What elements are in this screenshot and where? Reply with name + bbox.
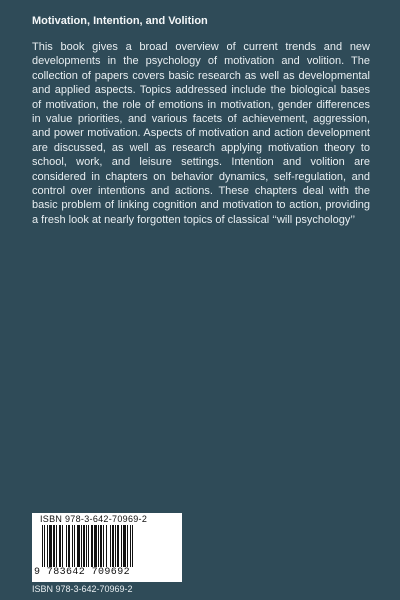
barcode-bar bbox=[77, 525, 80, 567]
barcode-digits: 9 783642 709692 bbox=[34, 567, 131, 578]
barcode-bar bbox=[98, 525, 99, 567]
barcode-bar bbox=[117, 525, 119, 567]
barcode-bar bbox=[68, 525, 70, 567]
barcode-bar bbox=[91, 525, 93, 567]
barcode-bar bbox=[86, 525, 87, 567]
barcode-bar bbox=[74, 525, 75, 567]
barcode-bar bbox=[127, 525, 128, 567]
barcode-bar bbox=[72, 525, 73, 567]
barcode-bar bbox=[53, 525, 55, 567]
barcode-bar bbox=[112, 525, 114, 567]
barcode-bar bbox=[42, 525, 43, 567]
barcode-bar bbox=[94, 525, 97, 567]
barcode-bar bbox=[44, 525, 45, 567]
barcode-bar bbox=[88, 525, 89, 567]
barcode-bar bbox=[132, 525, 133, 567]
isbn-label-top: ISBN 978-3-642-70969-2 bbox=[40, 514, 148, 524]
barcode-bar bbox=[115, 525, 116, 567]
isbn-label-bottom: ISBN 978-3-642-70969-2 bbox=[32, 584, 133, 594]
barcode-bar bbox=[62, 525, 63, 567]
barcode-bar bbox=[130, 525, 131, 567]
barcode-bar bbox=[47, 525, 48, 567]
barcode-bar bbox=[59, 525, 61, 567]
book-description: This book gives a broad overview of current trends and new developments in the psychology of motivation and volition. The collection of papers covers basic research as well as developmental and applied aspects. Topics addressed include the biological bases of motivation, the role of emotions in motivation, gender differences in value priorities, and various facets of achievement, aggression, and power motivation. Aspects of motivation and action development are discussed, as well as research applying motivation theory to school, work, and leisure settings. Intention and volition are considered in chapters on behavior dynamics, self-regulation, and control over intentions and actions. These chapters deal with the basic problem of linking cognition and motivation to action, providing a fresh look at nearly forgotten topics of classical ‘‘will psychology’’ bbox=[32, 41, 370, 226]
barcode-bar bbox=[121, 525, 122, 567]
barcode-bar bbox=[66, 525, 67, 567]
barcode-graphic bbox=[42, 525, 174, 567]
barcode-bar bbox=[110, 525, 111, 567]
barcode-bar bbox=[49, 525, 52, 567]
barcode-bar bbox=[81, 525, 82, 567]
barcode-panel bbox=[32, 513, 182, 582]
barcode-bar bbox=[123, 525, 126, 567]
barcode-bar bbox=[100, 525, 102, 567]
barcode-bar bbox=[106, 525, 107, 567]
barcode-bar bbox=[83, 525, 85, 567]
barcode-bar bbox=[56, 525, 57, 567]
book-title: Motivation, Intention, and Volition bbox=[32, 15, 208, 27]
barcode-bar bbox=[103, 525, 104, 567]
